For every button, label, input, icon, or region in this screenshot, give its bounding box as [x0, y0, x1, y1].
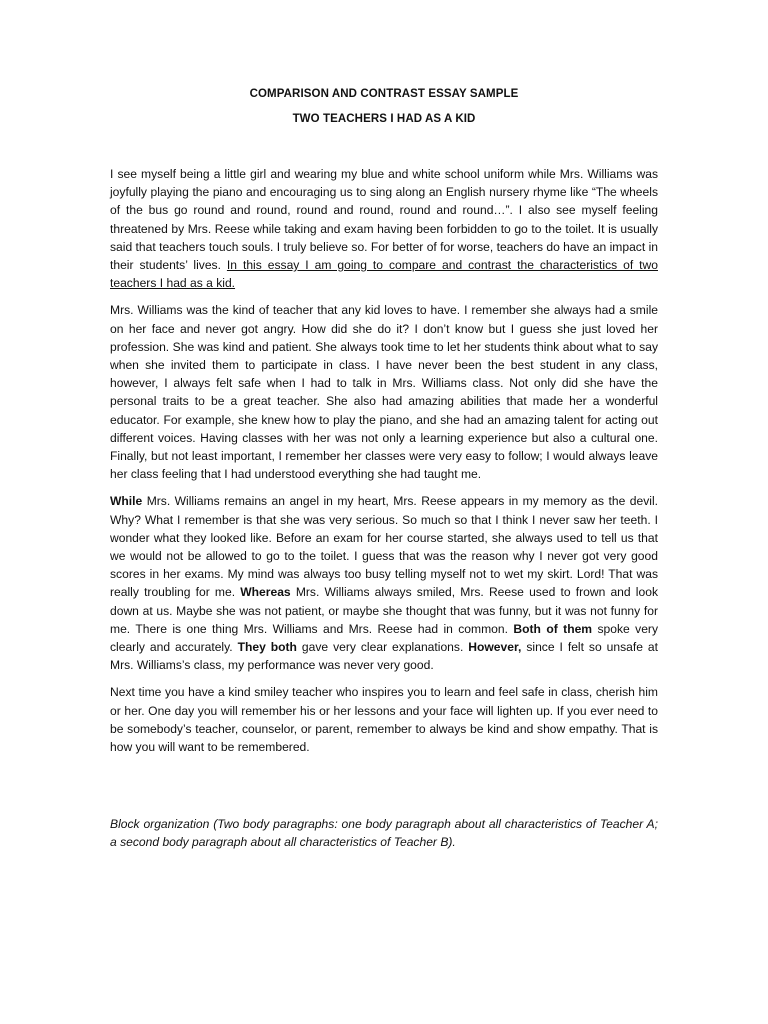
transition-they-both: They both [237, 640, 297, 655]
body-paragraph-teacher-a: Mrs. Williams was the kind of teacher that any kid loves to have. I remember she always had a smile on her face and never got angry. How did she do it? I don’t know but I guess she just loved her profession. She was kind and patient. She always took time to let her students think about what to say when she invited them to participate in class. I have never been the best student in any class, however, I always felt safe when I had to talk in Mrs. Williams class. Not only did she have the personal traits to be a great teacher. She also had amazing abilities that made her a wonderful educator. For example, she knew how to play the piano, and she had an amazing talent for acting out different voices. Having classes with her was not only a learning experience but also a cultural one. Finally, but not least important, I remember her classes were very easy to follow; I would always leave her class feeling that I had understood everything she had taught me. [110, 303, 658, 482]
transition-while: While [110, 494, 143, 509]
body2-part2: Mrs. Williams always smiled, Mrs. Reese used to frown and look down at us. Maybe she was not patient, or maybe she thought that was funny, but it was not funny for me. There is one thing Mrs. Williams and Mrs. Reese had in common. [110, 585, 658, 636]
body2-part5: since I felt so unsafe at Mrs. Williams’s class, my performance was never very good. [110, 640, 659, 673]
intro-paragraph [110, 165, 658, 292]
body2-part1: Mrs. Williams remains an angel in my heart, Mrs. Reese appears in my memory as the devil. Why? What I remember is that she was very serious. So much so that I think I never saw her teeth. I wonder what they looked like. Before an exam for her course started, she always used to tell us that we would not be allowed to go to the toilet. I guess that was the reason why I never got very good scores in her exams. My mind was always too busy telling myself not to wet my skirt. Lord! That was really troubling for me. [110, 494, 658, 600]
organization-note: Block organization (Two body paragraphs: one body paragraph about all characteristics of Teacher A; a second body paragraph about all characteristics of Teacher B). [110, 817, 658, 850]
body-paragraph-teacher-b [110, 492, 658, 674]
document-title: COMPARISON AND CONTRAST ESSAY SAMPLE [249, 88, 519, 100]
thesis-statement: In this essay I am going to compare and contrast the characteristics of two teachers I had as a kid. [110, 258, 658, 291]
essay-body [110, 165, 658, 765]
conclusion-paragraph: Next time you have a kind smiley teacher who inspires you to learn and feel safe in class, cherish him or her. One day you will remember his or her lessons and your face will lighten up. If you ever need to be somebody’s teacher, counselor, or parent, remember to always be kind and show empathy. That is how you will want to be remembered. [110, 685, 658, 755]
body2-part3: spoke very clearly and accurately. [110, 621, 658, 655]
transition-whereas: Whereas [240, 585, 291, 600]
transition-however: However, [468, 640, 522, 655]
transition-both-of-them: Both of them [513, 621, 593, 636]
body2-part4: gave very clear explanations. [296, 640, 469, 655]
intro-text: I see myself being a little girl and wearing my blue and white school uniform while Mrs. Williams was joyfully playing the piano and encouraging us to sing along an English nursery rhyme like “The wheels of the bus go round and round, round and round, round and round…”. I also see myself feeling threatened by Mrs. Reese while taking and exam having been forbidden to go to the toilet. It is usually said that teachers touch souls. I truly believe so. For better of for worse, teachers do have an impact in their students’ lives. [110, 167, 658, 273]
document-subtitle: TWO TEACHERS I HAD AS A KID [292, 113, 476, 125]
